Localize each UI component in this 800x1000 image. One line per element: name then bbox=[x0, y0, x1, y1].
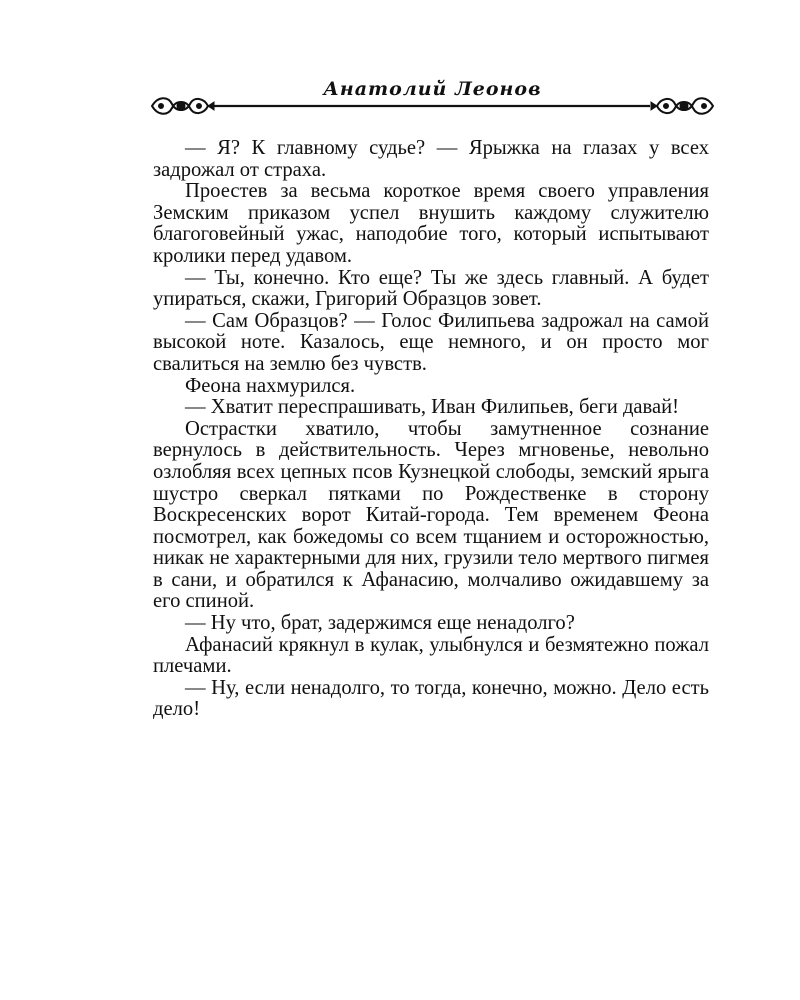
body-text bbox=[153, 138, 709, 721]
paragraph: — Я? К главному судье? — Ярыжка на глазах у всех задрожал от страха. bbox=[153, 137, 709, 181]
paragraph: Острастки хватило, чтобы замутненное сознание вернулось в действительность. Через мгновенье, невольно озлобляя всех цепных псов Кузнецкой слободы, земский ярыга шустро сверкал пятками по Рождественке в сторону Воскресенских ворот Китай-города. Тем временем Феона посмотрел, как божедомы со всем тщанием и осторожностью, никак не характерными для них, грузили тело мертвого пигмея в сани, и обратился к Афанасию, молчаливо ожидавшему за его спиной. bbox=[153, 417, 709, 613]
paragraph: Проестев за весьма короткое время своего управления Земским приказом успел внушить каждому служителю благоговейный ужас, наподобие того, который испытывают кролики перед удавом. bbox=[153, 180, 709, 267]
paragraph: Афанасий крякнул в кулак, улыбнулся и безмятежно пожал плечами. bbox=[153, 633, 709, 678]
paragraph: — Ну, если ненадолго, то тогда, конечно, можно. Дело есть дело! bbox=[153, 676, 709, 721]
paragraph: — Сам Образцов? — Голос Филипьева задрожал на самой высокой ноте. Казалось, еще немного, и он просто мог свалиться на землю без чувств. bbox=[153, 309, 709, 375]
paragraph: — Ну что, брат, задержимся еще ненадолго? bbox=[185, 612, 575, 635]
left-ornament-icon bbox=[152, 98, 214, 114]
paragraph: Феона нахмурился. bbox=[185, 374, 356, 397]
running-header bbox=[150, 78, 715, 118]
author-name: Анатолий Леонов bbox=[323, 78, 542, 100]
right-ornament-icon bbox=[651, 98, 713, 114]
paragraph: — Ты, конечно. Кто еще? Ты же здесь главный. А будет упираться, скажи, Григорий Образцов зовет. bbox=[153, 266, 709, 311]
paragraph: — Хватит переспрашивать, Иван Филипьев, беги давай! bbox=[185, 396, 680, 419]
